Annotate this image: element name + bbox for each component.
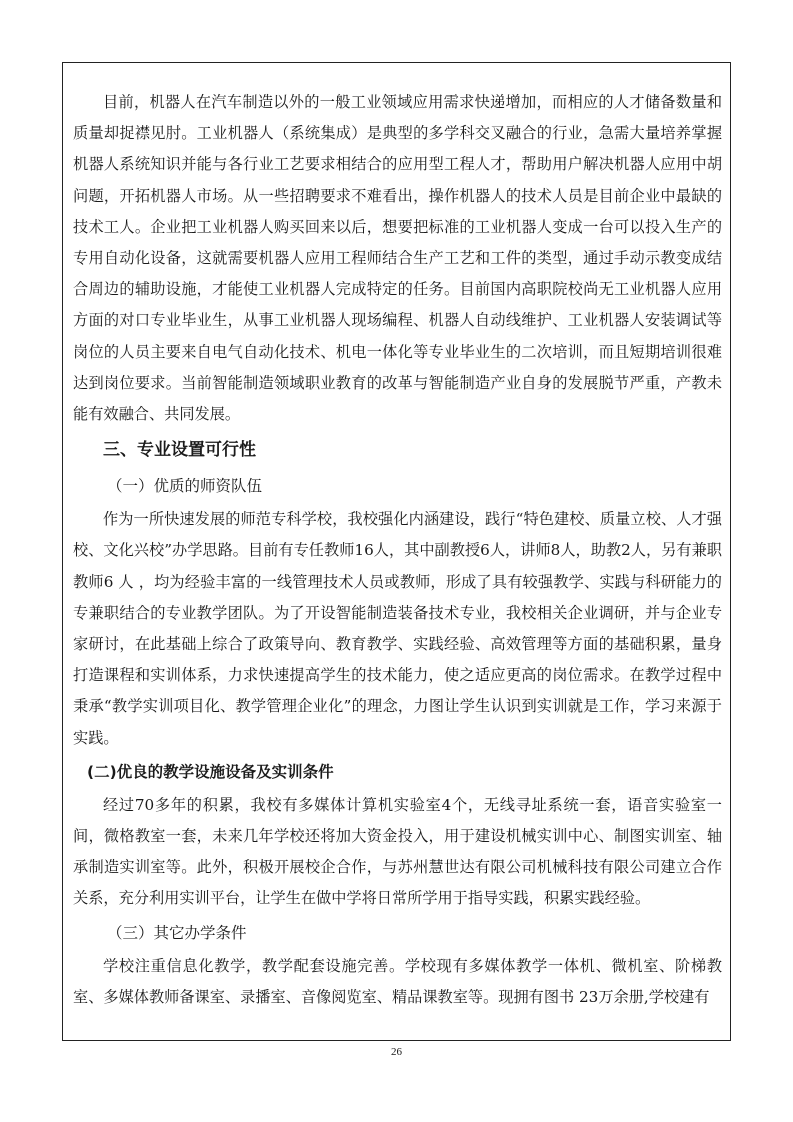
subheading-facilities: (二)优良的教学设施设备及实训条件 <box>87 762 334 781</box>
paragraph-robot-demand: 目前，机器人在汽车制造以外的一般工业领域应用需求快递增加，而相应的人才储备数量和质量却捉襟见肘。工业机器人（系统集成）是典型的多学科交叉融合的行业，急需大量培养掌握机器人系统知识并能与各行业工艺要求相结合的应用型工程人才，帮助用户解决机器人应用中胡问题，开拓机器人市场。从一些招聘要求不难看出，操作机器人的技术人员是目前企业中最缺的技术工人。企业把工业机器人购买回来以后，想要把标准的工业机器人变成一台可以投入生产的专用自动化设备，这就需要机器人应用工程师结合生产工艺和工件的类型，通过手动示教变成结合周边的辅助设施，才能使工业机器人完成特定的任务。目前国内高职院校尚无工业机器人应用方面的对口专业毕业生，从事工业机器人现场编程、机器人自动线维护、工业机器人安装调试等岗位的人员主要来自电气自动化技术、机电一体化等专业毕业生的二次培训，而且短期培训很难达到岗位要求。当前智能制造领域职业教育的改革与智能制造产业自身的发展脱节严重，产教未能有效融合、共同发展。 <box>73 93 722 424</box>
paragraph-faculty: 作为一所快速发展的师范专科学校，我校强化内涵建设，践行“特色建校、质量立校、人才强校、文化兴校”办学思路。目前有专任教师16人，其中副教授6人，讲师8人，助教2人，另有兼职教师6 人 ，均为经验丰富的一线管理技术人员或教师，形成了具有较强教学、实践与科研能力的专兼职结合的专业教学团队。为了开设智能制造装备技术专业，我校相关企业调研，并与企业专家研讨，在此基础上综合了政策导向、教育教学、实践经验、高效管理等方面的基础积累，量身打造课程和实训体系，力求快速提高学生的技术能力，使之适应更高的岗位需求。在教学过程中秉承“教学实训项目化、教学管理企业化”的理念，力图让学生认识到实训就是工作，学习来源于实践。 <box>73 510 722 747</box>
paragraph-other-conditions: 学校注重信息化教学，教学配套设施完善。学校现有多媒体教学一体机、微机室、阶梯教室、多媒体教师备课室、录播室、音像阅览室、精品课教室等。现拥有图书 23万余册,学校建有 <box>73 956 722 1006</box>
section-heading-feasibility: 三、专业设置可行性 <box>103 440 256 461</box>
page-number: 26 <box>391 1046 402 1058</box>
paragraph-facilities: 经过70多年的积累，我校有多媒体计算机实验室4个，无线寻址系统一套，语音实验室一间，微格教室一套，未来几年学校还将加大资金投入，用于建设机械实训中心、制图实训室、轴承制造实训室等。此外，积极开展校企合作，与苏州慧世达有限公司机械科技有限公司建立合作关系，充分利用实训平台，让学生在做中学将日常所学用于指导实践，积累实践经验。 <box>73 795 722 908</box>
subheading-faculty: （一）优质的师资队伍 <box>107 477 263 496</box>
content-frame <box>62 62 731 1041</box>
subheading-other-conditions: （三）其它办学条件 <box>107 923 247 942</box>
